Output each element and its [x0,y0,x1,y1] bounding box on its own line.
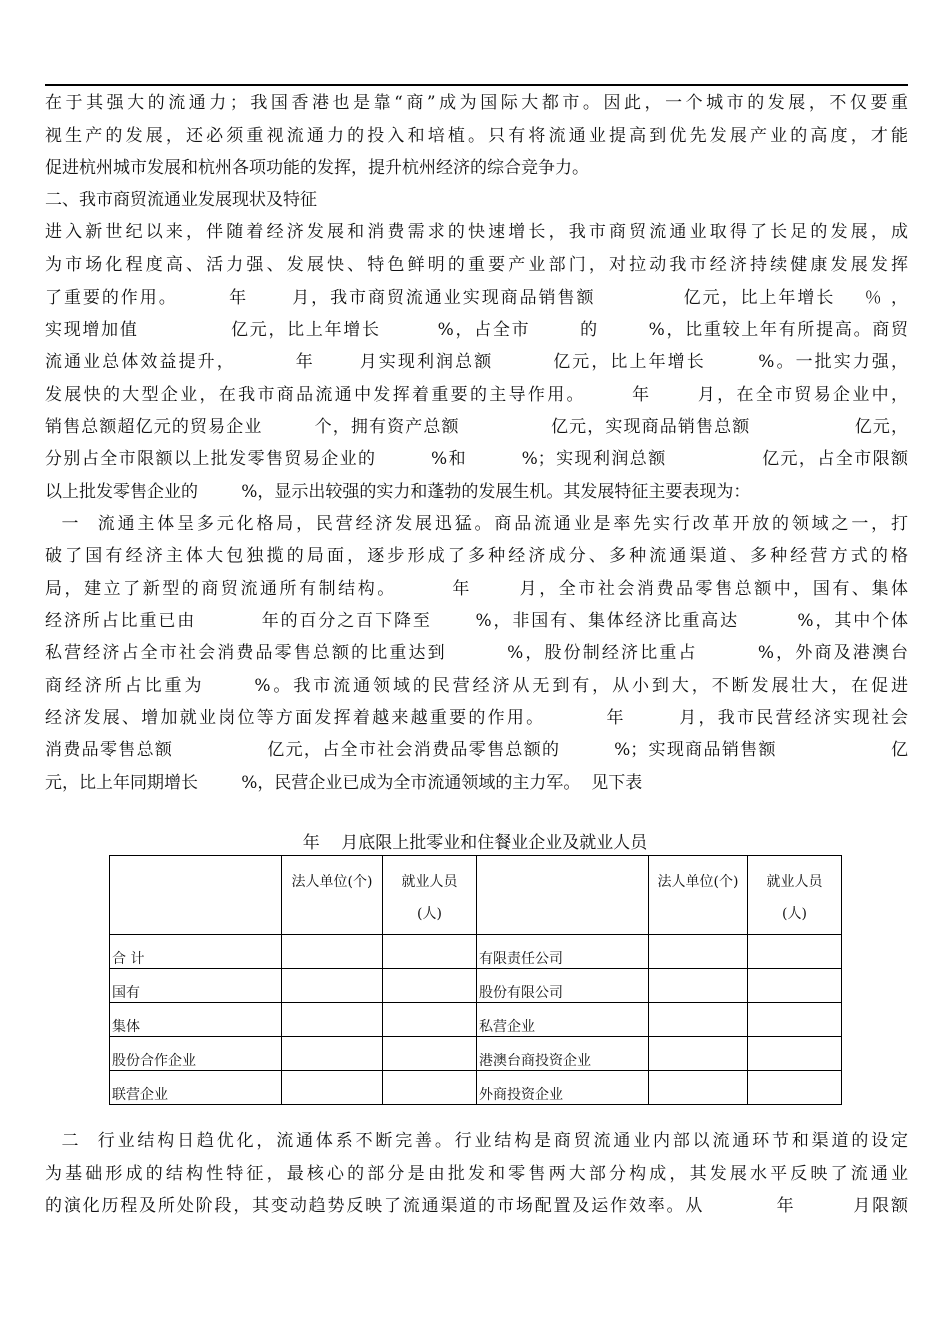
header-rule [45,84,908,86]
table-cell [383,1003,477,1037]
text-line: 发展快的大型企业，在我市商品流通中发挥着重要的主导作用。 年 月，在全市贸易企业中， [45,385,908,405]
table-cell [748,1003,842,1037]
row-label: 外商投资企业 [477,1071,649,1105]
table-cell [383,1037,477,1071]
table-row [110,1071,842,1105]
text-line: 局，建立了新型的商贸流通所有制结构。 年 月，全市社会消费品零售总额中，国有、集体 [45,579,908,599]
text-line: 元，比上年同期增长 %，民营企业已成为全市流通领域的主力军。 见下表 [45,773,643,793]
header-cell-empty [477,856,649,935]
table-cell [649,1003,748,1037]
row-label: 联营企业 [110,1071,282,1105]
table-row [110,1003,842,1037]
text-line: 经济发展、增加就业岗位等方面发挥着越来越重要的作用。 年 月，我市民营经济实现社会 [45,708,908,728]
table-cell [383,1071,477,1105]
text-line: 经济所占比重已由 年的百分之百下降至 %，非国有、集体经济比重高达 %，其中个体 [45,611,908,631]
row-label: 股份有限公司 [477,969,649,1003]
row-label: 股份合作企业 [110,1037,282,1071]
table-caption: 年 月底限上批零业和住餐业企业及就业人员 [302,833,648,853]
table-cell [748,935,842,969]
table-cell [748,969,842,1003]
text-line: 视生产的发展，还必须重视流通力的投入和培植。只有将流通业提高到优先发展产业的高度，才能 [45,126,908,146]
text-line: 破了国有经济主体大包独揽的局面，逐步形成了多种经济成分、多种流通渠道、多种经营方式的格 [45,546,908,566]
header-units: 法人单位(个) [282,856,383,935]
table-cell [649,969,748,1003]
section-heading: 二、我市商贸流通业发展现状及特征 [45,190,317,210]
text-line: 销售总额超亿元的贸易企业 个，拥有资产总额 亿元，实现商品销售总额 亿元， [45,417,908,437]
text-line: 促进杭州城市发展和杭州各项功能的发挥，提升杭州经济的综合竞争力。 [45,158,589,178]
text-line: 二 行业结构日趋优化，流通体系不断完善。行业结构是商贸流通业内部以流通环节和渠道的设定 [45,1131,908,1151]
text-line: 消费品零售总额 亿元，占全市社会消费品零售总额的 %；实现商品销售额 亿 [45,740,908,760]
text-line: 实现增加值 亿元，比上年增长 %，占全市 的 %，比重较上年有所提高。商贸 [45,320,908,340]
table-cell [282,935,383,969]
text-line: 为市场化程度高、活力强、发展快、特色鲜明的重要产业部门，对拉动我市经济持续健康发展发挥 [45,255,908,275]
header-cell-empty [110,856,282,935]
table-cell [282,1037,383,1071]
table-row [110,1037,842,1071]
header-staff: 就业人员 (人) [748,856,842,935]
table-cell [748,1037,842,1071]
text-line: 为基础形成的结构性特征，最核心的部分是由批发和零售两大部分构成，其发展水平反映了流通业 [45,1164,908,1184]
text-line: 以上批发零售企业的 %，显示出较强的实力和蓬勃的发展生机。其发展特征主要表现为： [45,482,751,502]
header-staff: 就业人员 (人) [383,856,477,935]
text-line: 商经济所占比重为 %。我市流通领域的民营经济从无到有，从小到大，不断发展壮大，在促进 [45,676,908,696]
row-label: 有限责任公司 [477,935,649,969]
table-cell [282,1003,383,1037]
table-cell [383,935,477,969]
text-line: 了重要的作用。 年 月，我市商贸流通业实现商品销售额 亿元，比上年增长 ％ ， [45,288,908,308]
table-cell [282,1071,383,1105]
row-label: 港澳台商投资企业 [477,1037,649,1071]
table-cell [649,1071,748,1105]
table-cell [282,969,383,1003]
text-line: 在于其强大的流通力；我国香港也是靠“商”成为国际大都市。因此，一个城市的发展，不仅要重 [45,93,908,113]
table-cell [748,1071,842,1105]
text-line: 的演化历程及所处阶段，其变动趋势反映了流通渠道的市场配置及运作效率。从 年 月限额 [45,1196,908,1216]
table-cell [649,1037,748,1071]
text-line: 一 流通主体呈多元化格局，民营经济发展迅猛。商品流通业是率先实行改革开放的领域之一，打 [45,514,908,534]
row-label: 集体 [110,1003,282,1037]
text-line: 流通业总体效益提升， 年 月实现利润总额 亿元，比上年增长 %。一批实力强， [45,352,908,372]
text-line: 私营经济占全市社会消费品零售总额的比重达到 %，股份制经济比重占 %，外商及港澳台 [45,643,908,663]
header-units: 法人单位(个) [649,856,748,935]
table-row [110,969,842,1003]
table-cell [383,969,477,1003]
text-line: 分别占全市限额以上批发零售贸易企业的 %和 %；实现利润总额 亿元，占全市限额 [45,449,908,469]
row-label: 私营企业 [477,1003,649,1037]
table-cell [649,935,748,969]
table-header-row [110,856,842,935]
row-label: 国有 [110,969,282,1003]
row-label: 合 计 [110,935,282,969]
table-row [110,935,842,969]
text-line: 进入新世纪以来，伴随着经济发展和消费需求的快速增长，我市商贸流通业取得了长足的发展，成 [45,222,908,242]
enterprise-table [109,855,842,1105]
